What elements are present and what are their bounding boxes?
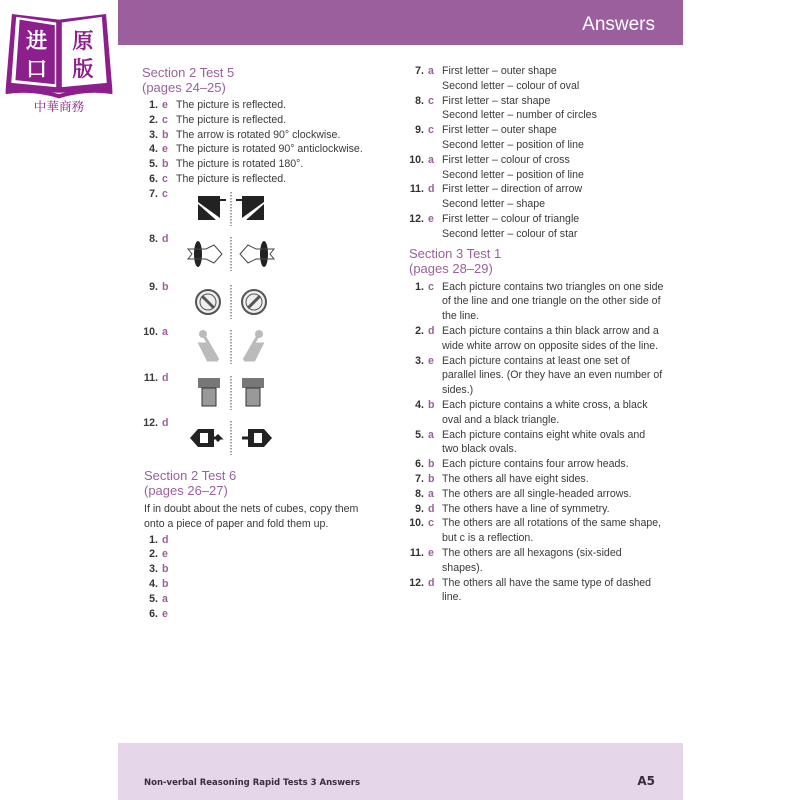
explanation-line: The picture is reflected. <box>176 113 287 126</box>
answer-item <box>128 607 388 622</box>
left-column <box>128 65 398 187</box>
item-number: 3. <box>415 354 424 367</box>
item-number: 11. <box>409 183 424 196</box>
explanation-line: The others have a line of symmetry. <box>442 502 610 515</box>
item-number: 11. <box>409 546 424 559</box>
answer-explanation <box>176 607 388 622</box>
answer-letter: b <box>162 128 169 141</box>
answer-letter: b <box>162 158 169 171</box>
answer-item <box>394 123 664 153</box>
answer-explanation <box>442 428 664 458</box>
answer-explanation <box>176 562 388 577</box>
explanation-line: Each picture contains at least one set of parallel lines. (Or they have an even number of sides.) <box>442 354 663 397</box>
item-number: 9. <box>415 124 424 137</box>
item-number: 12. <box>143 417 158 429</box>
intro-text: If in doubt about the nets of cubes, copy them onto a piece of paper and fold them up. <box>144 503 359 530</box>
item-number: 3. <box>149 563 158 576</box>
item-number: 7. <box>415 472 424 485</box>
item-number: 8. <box>415 487 424 500</box>
answer-item <box>394 354 664 398</box>
explanation-line: Each picture contains a thin black arrow and a wide white arrow on opposite sides of the line. <box>442 324 659 352</box>
answer-item <box>128 562 388 577</box>
answer-explanation <box>176 577 388 592</box>
item-number: 6. <box>415 458 424 471</box>
item-number: 1. <box>149 533 158 546</box>
item-number: 5. <box>415 428 424 441</box>
svg-text:进: 进 <box>25 27 48 53</box>
explanation-line: The picture is reflected. <box>176 99 287 111</box>
answer-letter: a <box>162 592 168 605</box>
explanation-line: Each picture contains a white cross, a black oval and a black triangle. <box>442 398 648 426</box>
answer-letter: d <box>162 533 169 546</box>
answer-explanation <box>442 472 664 487</box>
explanation-line: First letter – outer shape <box>442 124 557 137</box>
answer-item <box>394 280 664 324</box>
item-number: 4. <box>149 577 158 590</box>
answer-explanation <box>176 98 398 113</box>
open-book-icon <box>0 0 118 118</box>
item-number: 12. <box>409 212 424 225</box>
answer-item <box>394 576 664 606</box>
explanation-line: First letter – outer shape <box>442 65 557 77</box>
explanation-line: The picture is rotated 180°. <box>176 158 304 171</box>
answer-letter: d <box>428 324 435 337</box>
answer-explanation <box>442 182 664 212</box>
answer-letter: d <box>162 372 169 384</box>
figure-label <box>128 233 176 245</box>
item-number: 8. <box>415 94 424 107</box>
section-heading: Section 2 Test 6 <box>144 468 237 483</box>
answer-item <box>128 128 398 143</box>
item-number: 10. <box>409 517 424 530</box>
answer-letter: b <box>162 563 169 576</box>
answer-letter: e <box>162 99 168 111</box>
explanation-line-2: Second letter – position of line <box>442 138 584 151</box>
section-pages: (pages 26–27) <box>144 483 228 498</box>
answer-explanation <box>176 592 388 607</box>
answer-letter: e <box>428 546 434 559</box>
answer-letter: b <box>162 281 169 293</box>
answer-explanation <box>442 153 664 183</box>
explanation-line-2: Second letter – position of line <box>442 168 584 181</box>
item-number: 5. <box>149 592 158 605</box>
item-number: 5. <box>149 158 158 171</box>
explanation-line-2: Second letter – number of circles <box>442 109 597 122</box>
item-number: 2. <box>149 113 158 126</box>
answer-letter: c <box>162 172 168 185</box>
explanation-line: The picture is rotated 90° anticlockwise. <box>176 143 363 156</box>
answer-explanation <box>176 142 398 157</box>
answer-item <box>128 577 388 592</box>
item-number: 3. <box>149 128 158 141</box>
answer-item <box>128 172 398 187</box>
answer-item <box>394 212 664 242</box>
answer-explanation <box>442 398 664 428</box>
explanation-line: First letter – colour of triangle <box>442 212 580 225</box>
answer-letter: b <box>428 458 435 471</box>
answer-explanation <box>442 516 664 546</box>
answer-letter: c <box>428 94 434 107</box>
answer-figure <box>186 376 276 410</box>
answer-letter: c <box>162 113 168 126</box>
item-number: 7. <box>149 188 158 200</box>
figure-label <box>128 372 176 384</box>
reflection-diagram-icon <box>186 421 276 455</box>
item-number: 10. <box>143 326 158 338</box>
answer-letter: e <box>162 143 168 156</box>
answer-explanation <box>442 487 664 502</box>
svg-text:版: 版 <box>72 55 94 81</box>
answer-item <box>394 516 664 546</box>
reflection-diagram-icon <box>186 237 276 271</box>
answer-item <box>394 428 664 458</box>
item-number: 4. <box>149 143 158 156</box>
answer-explanation <box>442 354 664 398</box>
explanation-line: The arrow is rotated 90° clockwise. <box>176 128 341 141</box>
answer-explanation <box>442 64 664 94</box>
item-number: 2. <box>415 324 424 337</box>
section-heading: Section 3 Test 1 <box>409 245 502 261</box>
explanation-line: The others are all rotations of the same shape, but c is a reflection. <box>442 517 662 545</box>
reflection-diagram-icon <box>186 330 276 364</box>
item-number: 10. <box>409 153 424 166</box>
answer-item <box>128 142 398 157</box>
answer-explanation <box>442 212 664 242</box>
explanation-line: Each picture contains four arrow heads. <box>442 458 629 471</box>
answer-explanation <box>176 547 388 562</box>
answer-figure <box>186 285 276 319</box>
explanation-line: The others all have the same type of dashed line. <box>442 576 652 604</box>
explanation-line: Each picture contains two triangles on one side of the line and one triangle on the other side of the line. <box>442 280 664 323</box>
explanation-line: The others are all hexagons (six-sided shapes). <box>442 546 622 574</box>
answer-explanation <box>442 546 664 576</box>
item-number: 1. <box>149 99 158 111</box>
page-number: A5 <box>637 774 655 788</box>
answer-letter: d <box>428 576 435 589</box>
answer-item <box>394 502 664 517</box>
answer-item <box>394 457 664 472</box>
figure-label <box>128 326 176 338</box>
answer-item <box>394 94 664 124</box>
svg-text:口: 口 <box>25 55 48 81</box>
figure-label <box>128 281 176 293</box>
explanation-line: First letter – star shape <box>442 94 551 107</box>
item-number: 6. <box>149 172 158 185</box>
answer-letter: c <box>428 517 434 530</box>
answer-item <box>394 324 664 354</box>
answer-explanation <box>442 94 664 124</box>
item-number: 12. <box>409 576 424 589</box>
answer-item <box>394 64 664 94</box>
answer-letter: e <box>428 212 434 225</box>
answer-letter: c <box>162 188 168 200</box>
item-number: 9. <box>415 502 424 515</box>
item-number: 1. <box>415 280 424 293</box>
footer <box>118 743 683 800</box>
answer-explanation <box>442 457 664 472</box>
answer-item <box>394 487 664 502</box>
answer-letter: a <box>428 487 434 500</box>
section-pages: (pages 28–29) <box>409 260 493 276</box>
answer-letter: b <box>162 577 169 590</box>
figure-label <box>128 417 176 429</box>
answer-letter: d <box>428 502 435 515</box>
answer-letter: e <box>162 548 168 561</box>
answer-letter: d <box>428 183 435 196</box>
reflection-diagram-icon <box>186 285 276 319</box>
svg-text:中華商務: 中華商務 <box>33 98 85 114</box>
answer-figure <box>186 421 276 455</box>
answer-letter: a <box>162 326 168 338</box>
answer-letter: c <box>428 280 434 293</box>
answer-explanation <box>176 113 398 128</box>
answer-explanation <box>442 123 664 153</box>
answer-letter: b <box>428 398 435 411</box>
reflection-diagram-icon <box>186 376 276 410</box>
answer-explanation <box>176 157 398 172</box>
answer-letter: e <box>428 354 434 367</box>
answer-figure <box>186 237 276 271</box>
header-bar <box>118 0 683 45</box>
explanation-line-2: Second letter – colour of star <box>442 227 578 240</box>
footer-title: Non-verbal Reasoning Rapid Tests 3 Answers <box>144 778 361 788</box>
answer-letter: b <box>428 472 435 485</box>
answer-letter: a <box>428 428 434 441</box>
answer-explanation <box>176 172 398 187</box>
answer-letter: a <box>428 65 434 77</box>
answer-letter: c <box>428 124 434 137</box>
answer-item <box>128 98 398 113</box>
answer-explanation <box>442 324 664 354</box>
answer-explanation <box>442 280 664 324</box>
answer-item <box>394 398 664 428</box>
item-number: 11. <box>143 372 158 384</box>
item-number: 7. <box>415 65 424 77</box>
page-title: Answers <box>582 14 655 35</box>
answer-letter: e <box>162 607 168 620</box>
answer-item <box>394 153 664 183</box>
svg-text:原: 原 <box>72 27 94 53</box>
explanation-line-2: Second letter – colour of oval <box>442 79 580 92</box>
explanation-line: Each picture contains eight white ovals and two black ovals. <box>442 428 646 456</box>
answer-item <box>128 533 388 548</box>
item-number: 2. <box>149 548 158 561</box>
explanation-line: The others all have eight sides. <box>442 472 589 485</box>
section-pages: (pages 24–25) <box>142 80 226 95</box>
answer-item <box>394 472 664 487</box>
answer-item <box>394 546 664 576</box>
reflection-diagram-icon <box>186 192 276 226</box>
explanation-line: The picture is reflected. <box>176 172 287 185</box>
left-section-2 <box>128 468 388 621</box>
explanation-line: First letter – colour of cross <box>442 153 570 166</box>
publisher-logo <box>0 0 118 120</box>
answer-letter: d <box>162 233 169 245</box>
answer-item <box>128 547 388 562</box>
answer-figure <box>186 192 276 226</box>
answer-explanation <box>176 533 388 548</box>
explanation-line-2: Second letter – shape <box>442 198 546 211</box>
answer-item <box>128 113 398 128</box>
answer-item <box>128 157 398 172</box>
answer-explanation <box>176 128 398 143</box>
right-column <box>394 64 664 605</box>
item-number: 6. <box>149 607 158 620</box>
item-number: 4. <box>415 398 424 411</box>
explanation-line: The others are all single-headed arrows. <box>442 487 632 500</box>
answer-figure <box>186 330 276 364</box>
figure-label <box>128 188 176 200</box>
item-number: 9. <box>149 281 158 293</box>
answer-item <box>394 182 664 212</box>
answer-item <box>128 592 388 607</box>
item-number: 8. <box>149 233 158 245</box>
answer-explanation <box>442 502 664 517</box>
explanation-line: First letter – direction of arrow <box>442 183 583 196</box>
answer-letter: a <box>428 153 434 166</box>
answer-letter: d <box>162 417 169 429</box>
answer-explanation <box>442 576 664 606</box>
section-heading: Section 2 Test 5 <box>142 65 235 80</box>
